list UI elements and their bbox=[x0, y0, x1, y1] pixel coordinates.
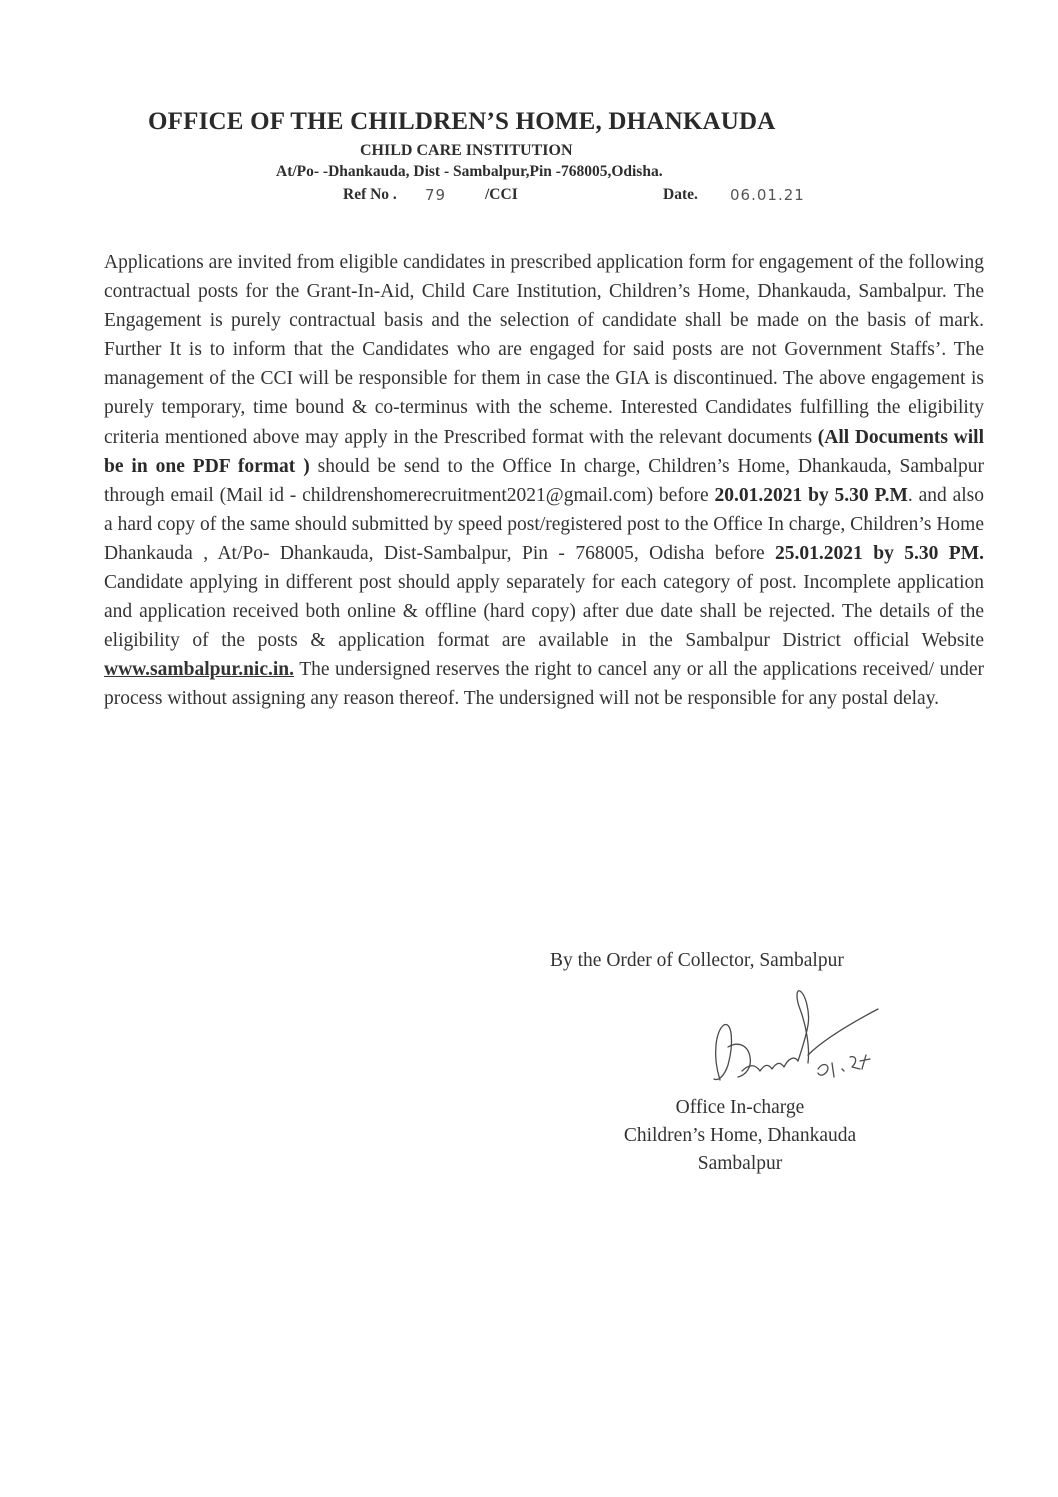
ref-label: Ref No . bbox=[343, 186, 397, 203]
order-line: By the Order of Collector, Sambalpur bbox=[550, 950, 844, 971]
reference-line bbox=[343, 186, 853, 210]
institution-subtitle: CHILD CARE INSTITUTION bbox=[360, 142, 573, 159]
ref-number: 79 bbox=[425, 186, 447, 204]
website-link[interactable]: www.sambalpur.nic.in. bbox=[104, 659, 295, 681]
pdf-format-note: (All Documents will be in one PDF format ) bbox=[104, 426, 984, 477]
signatory-designation: Office In-charge bbox=[675, 1097, 805, 1118]
body-part-4: Candidate applying in different post should apply separately for each category of post. Incomplete application and application received both online & offline (hard copy) after due date shall be rejected. The details of the eligibility of the posts & application format are available in the Sambalpur District official Website bbox=[104, 572, 984, 652]
ref-suffix: /CCI bbox=[485, 186, 518, 203]
body-part-2: should be send to the Office In charge, Children’s Home, Dhankauda, Sambalpur through email (Mail id - childrenshomerecruitment2021@gmail.com) before bbox=[104, 455, 984, 506]
email-deadline: 20.01.2021 by 5.30 P.M bbox=[714, 484, 908, 506]
office-address: At/Po- -Dhankauda, Dist - Sambalpur,Pin -768005,Odisha. bbox=[276, 163, 663, 180]
handwritten-signature bbox=[690, 985, 900, 1095]
notice-body bbox=[104, 248, 984, 714]
body-part-3: . and also a hard copy of the same should submitted by speed post/registered post to the Office In charge, Children’s Home Dhankauda , At/Po- Dhankauda, Dist-Sambalpur, Pin - 768005, Odisha before bbox=[104, 484, 984, 564]
signatory-place: Sambalpur bbox=[697, 1153, 783, 1174]
signatory-office: Children’s Home, Dhankauda bbox=[623, 1125, 857, 1146]
body-part-1: Applications are invited from eligible candidates in prescribed application form for engagement of the following contractual posts for the Grant-In-Aid, Child Care Institution, Children’s Home, Dhankauda, Sambalpur. The Engagement is purely contractual basis and the selection of candidate shall be made on the basis of mark. Further It is to inform that the Candidates who are engaged for said posts are not Government Staffs’. The management of the CCI will be responsible for them in case the GIA is discontinued. The above engagement is purely temporary, time bound & co-terminus with the scheme. Interested Candidates fulfilling the eligibility criteria mentioned above may apply in the Prescribed format with the relevant documents bbox=[104, 252, 984, 448]
office-title: OFFICE OF THE CHILDREN’S HOME, DHANKAUDA bbox=[148, 108, 776, 135]
signature-block bbox=[560, 1094, 920, 1178]
body-part-5: The undersigned reserves the right to cancel any or all the applications received/ under process without assigning any reason thereof. The undersigned will not be responsible for any postal delay. bbox=[104, 659, 984, 710]
date-value: 06.01.21 bbox=[730, 186, 805, 204]
date-label: Date. bbox=[663, 186, 698, 203]
post-deadline: 25.01.2021 by 5.30 PM. bbox=[775, 542, 984, 564]
